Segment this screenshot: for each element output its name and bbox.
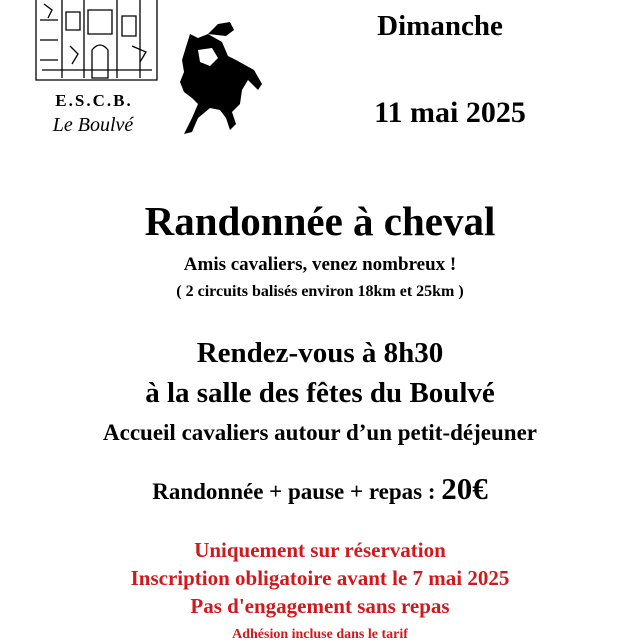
event-day: Dimanche bbox=[377, 10, 503, 42]
reservation-notice: Uniquement sur réservation bbox=[194, 538, 446, 562]
meeting-time: Rendez-vous à 8h30 bbox=[196, 337, 444, 369]
event-circuits: ( 2 circuits balisés environ 18km et 25km ) bbox=[176, 283, 464, 300]
membership-notice: Adhésion incluse dans le tarif bbox=[232, 627, 408, 642]
price-label: Randonnée + pause + repas : bbox=[152, 479, 436, 504]
event-title: Randonnée à cheval bbox=[144, 198, 496, 244]
castle-sketch bbox=[36, 0, 157, 80]
deadline-notice: Inscription obligatoire avant le 7 mai 2025 bbox=[130, 566, 510, 590]
logo-town-name: Le Boulvé bbox=[52, 114, 134, 136]
logo-club-acronym: E.S.C.B. bbox=[55, 91, 133, 110]
meal-notice: Pas d'engagement sans repas bbox=[190, 594, 450, 618]
meeting-place: à la salle des fêtes du Boulvé bbox=[145, 377, 495, 409]
price-amount: 20€ bbox=[441, 471, 488, 506]
event-invite: Amis cavaliers, venez nombreux ! bbox=[183, 254, 457, 275]
event-date: 11 mai 2025 bbox=[374, 96, 526, 129]
welcome-text: Accueil cavaliers autour d’un petit-déjeuner bbox=[103, 420, 537, 445]
horse-icon bbox=[180, 22, 262, 134]
price-line bbox=[0, 471, 640, 507]
